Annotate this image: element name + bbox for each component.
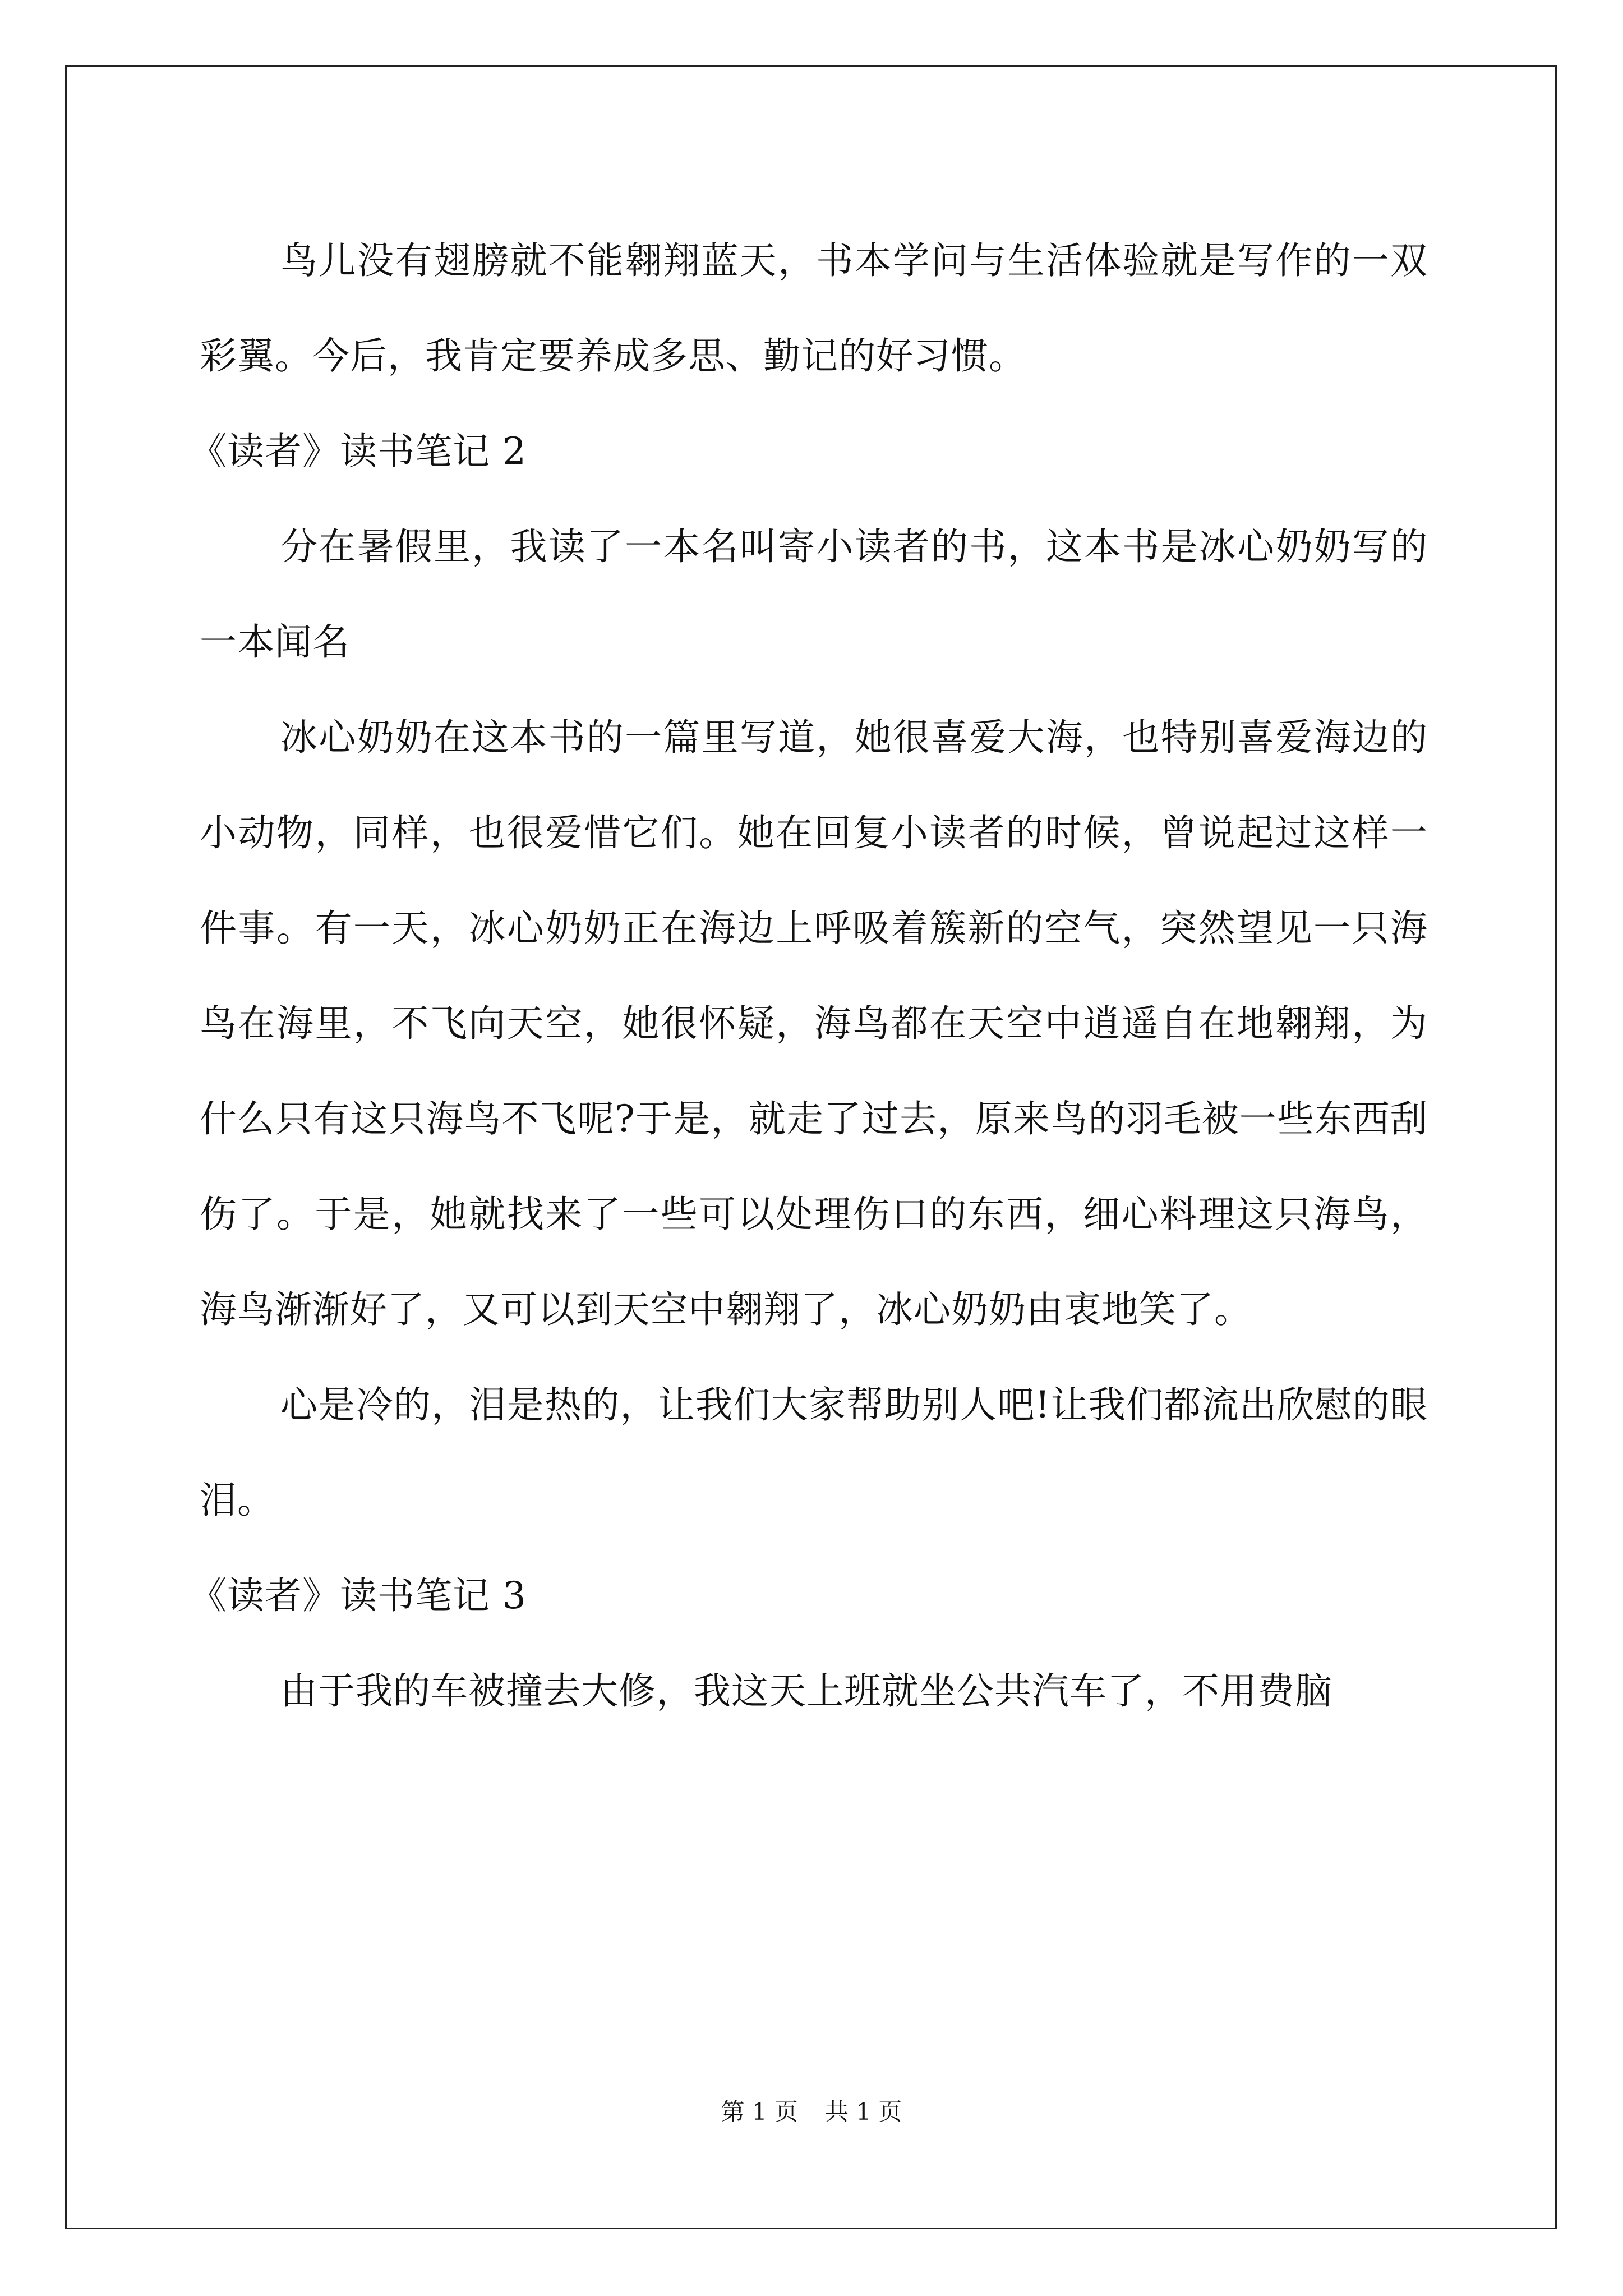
page-number-total: 共 1 页 [825,2098,902,2125]
paragraph-help-others: 心是冷的，泪是热的，让我们大家帮助别人吧!让我们都流出欣慰的眼泪。 [200,1383,1428,1522]
page-number-current: 第 1 页 [721,2098,798,2125]
paragraph-seabird-story: 冰心奶奶在这本书的一篇里写道，她很喜爱大海，也特别喜爱海边的小动物，同样，也很爱惜它们。她在回复小读者的时候，曾说起过这样一件事。有一天，冰心奶奶正在海边上呼吸着簇新的空气，突然望见一只海鸟在海里，不飞向天空，她很怀疑，海鸟都在天空中逍遥自在地翱翔，为什么只有这只海鸟不飞呢?于是，就走了过去，原来鸟的羽毛被一些东西刮伤了。于是，她就找来了一些可以处理伤口的东西，细心料理这只海鸟，海鸟渐渐好了，又可以到天空中翱翔了，冰心奶奶由衷地笑了。 [200,716,1428,1331]
paragraph-bus-commute: 由于我的车被撞去大修，我这天上班就坐公共汽车了，不用费脑 [280,1669,1332,1713]
paragraph-wings: 鸟儿没有翅膀就不能翱翔蓝天，书本学问与生活体验就是写作的一双彩翼。今后，我肯定要养成多思、勤记的好习惯。 [200,239,1428,378]
page-footer [0,2095,1623,2129]
heading-reader-note-2: 《读者》读书笔记 2 [190,430,527,473]
document-body [190,213,1428,1739]
heading-reader-note-3: 《读者》读书笔记 3 [190,1574,527,1617]
paragraph-summer-reading: 分在暑假里，我读了一本名叫寄小读者的书，这本书是冰心奶奶写的一本闻名 [200,525,1428,664]
